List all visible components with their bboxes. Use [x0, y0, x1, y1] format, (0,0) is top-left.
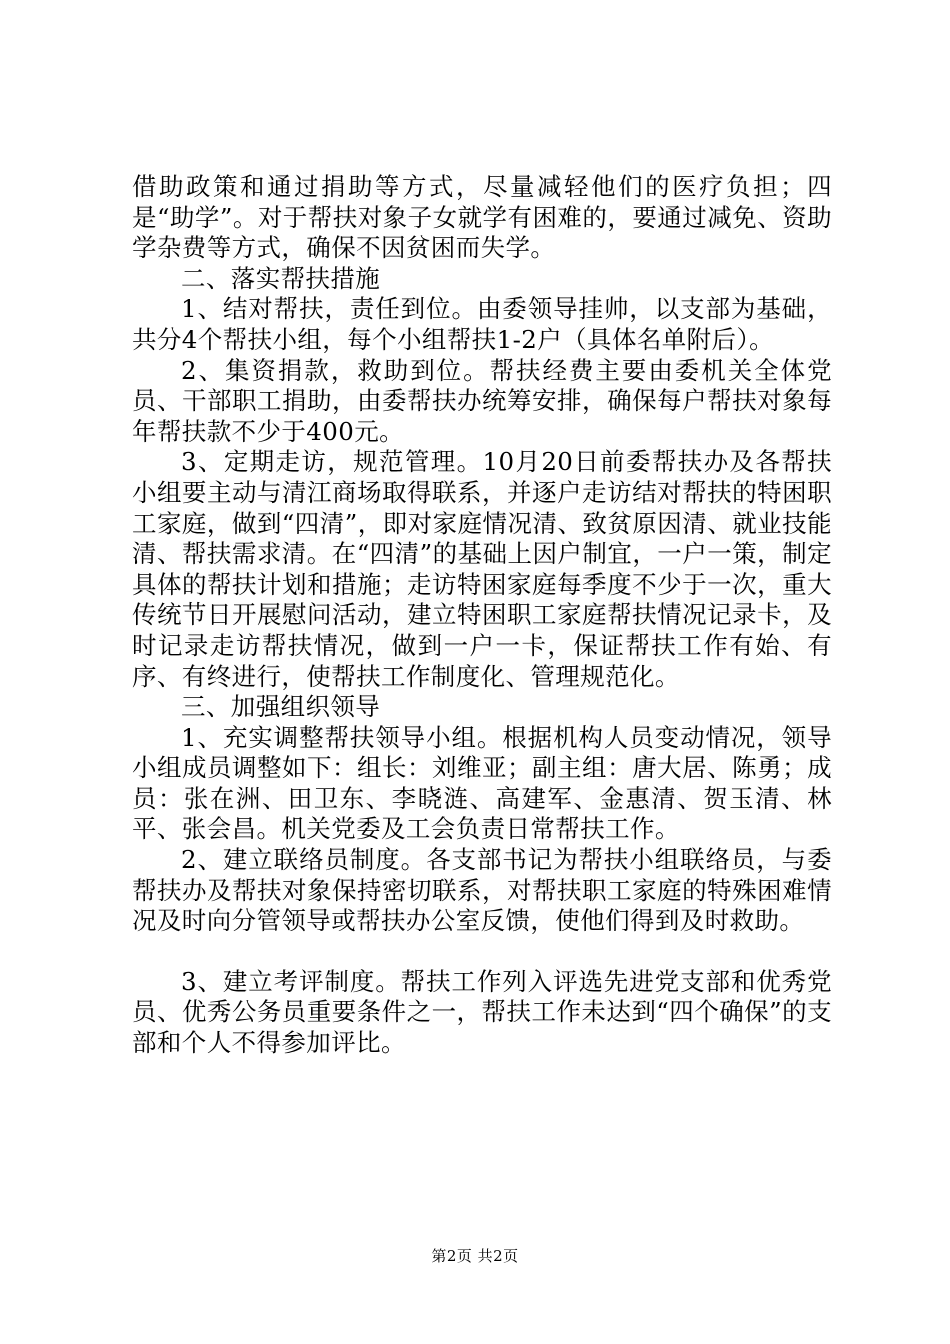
paragraph-continuation: 借助政策和通过捐助等方式，尽量减轻他们的医疗负担；四是“助学”。对于帮扶对象子女就学有困难的，要通过减免、资助学杂费等方式，确保不因贫困而失学。: [132, 172, 832, 263]
paragraph-fundraising: 2、集资捐款，救助到位。帮扶经费主要由委机关全体党员、干部职工捐助，由委帮扶办统筹安排，确保每户帮扶对象每年帮扶款不少于400元。: [132, 355, 832, 446]
paragraph-pairing: 1、结对帮扶，责任到位。由委领导挂帅，以支部为基础，共分4个帮扶小组，每个小组帮扶1-2户（具体名单附后）。: [132, 294, 832, 354]
section-heading-3: 三、加强组织领导: [181, 692, 381, 722]
paragraph-leadership-group: 1、充实调整帮扶领导小组。根据机构人员变动情况，领导小组成员调整如下：组长：刘维亚；副主组：唐大居、陈勇；成员：张在洲、田卫东、李晓涟、高建军、金惠清、贺玉清、林平、张会昌。机关党委及工会负责日常帮扶工作。: [132, 722, 832, 844]
document-body: [132, 172, 832, 1059]
paragraph-liaison: 2、建立联络员制度。各支部书记为帮扶小组联络员，与委帮扶办及帮扶对象保持密切联系，对帮扶职工家庭的特殊困难情况及时向分管领导或帮扶办公室反馈，使他们得到及时救助。: [132, 845, 832, 936]
paragraph-evaluation: 3、建立考评制度。帮扶工作列入评选先进党支部和优秀党员、优秀公务员重要条件之一，帮扶工作未达到“四个确保”的支部和个人不得参加评比。: [132, 966, 832, 1058]
paragraph-visits: 3、定期走访，规范管理。10月20日前委帮扶办及各帮扶小组要主动与清江商场取得联系，并逐户走访结对帮扶的特困职工家庭，做到“四清”，即对家庭情况清、致贫原因清、就业技能清、帮扶需求清。在“四清”的基础上因户制宜，一户一策，制定具体的帮扶计划和措施；走访特困家庭每季度不少于一次，重大传统节日开展慰问活动，建立特困职工家庭帮扶情况记录卡，及时记录走访帮扶情况，做到一户一卡，保证帮扶工作有始、有序、有终进行，使帮扶工作制度化、管理规范化。: [132, 447, 832, 691]
page-number-footer: 第2页 共2页: [431, 1247, 519, 1265]
section-heading-2: 二、落实帮扶措施: [181, 263, 381, 293]
